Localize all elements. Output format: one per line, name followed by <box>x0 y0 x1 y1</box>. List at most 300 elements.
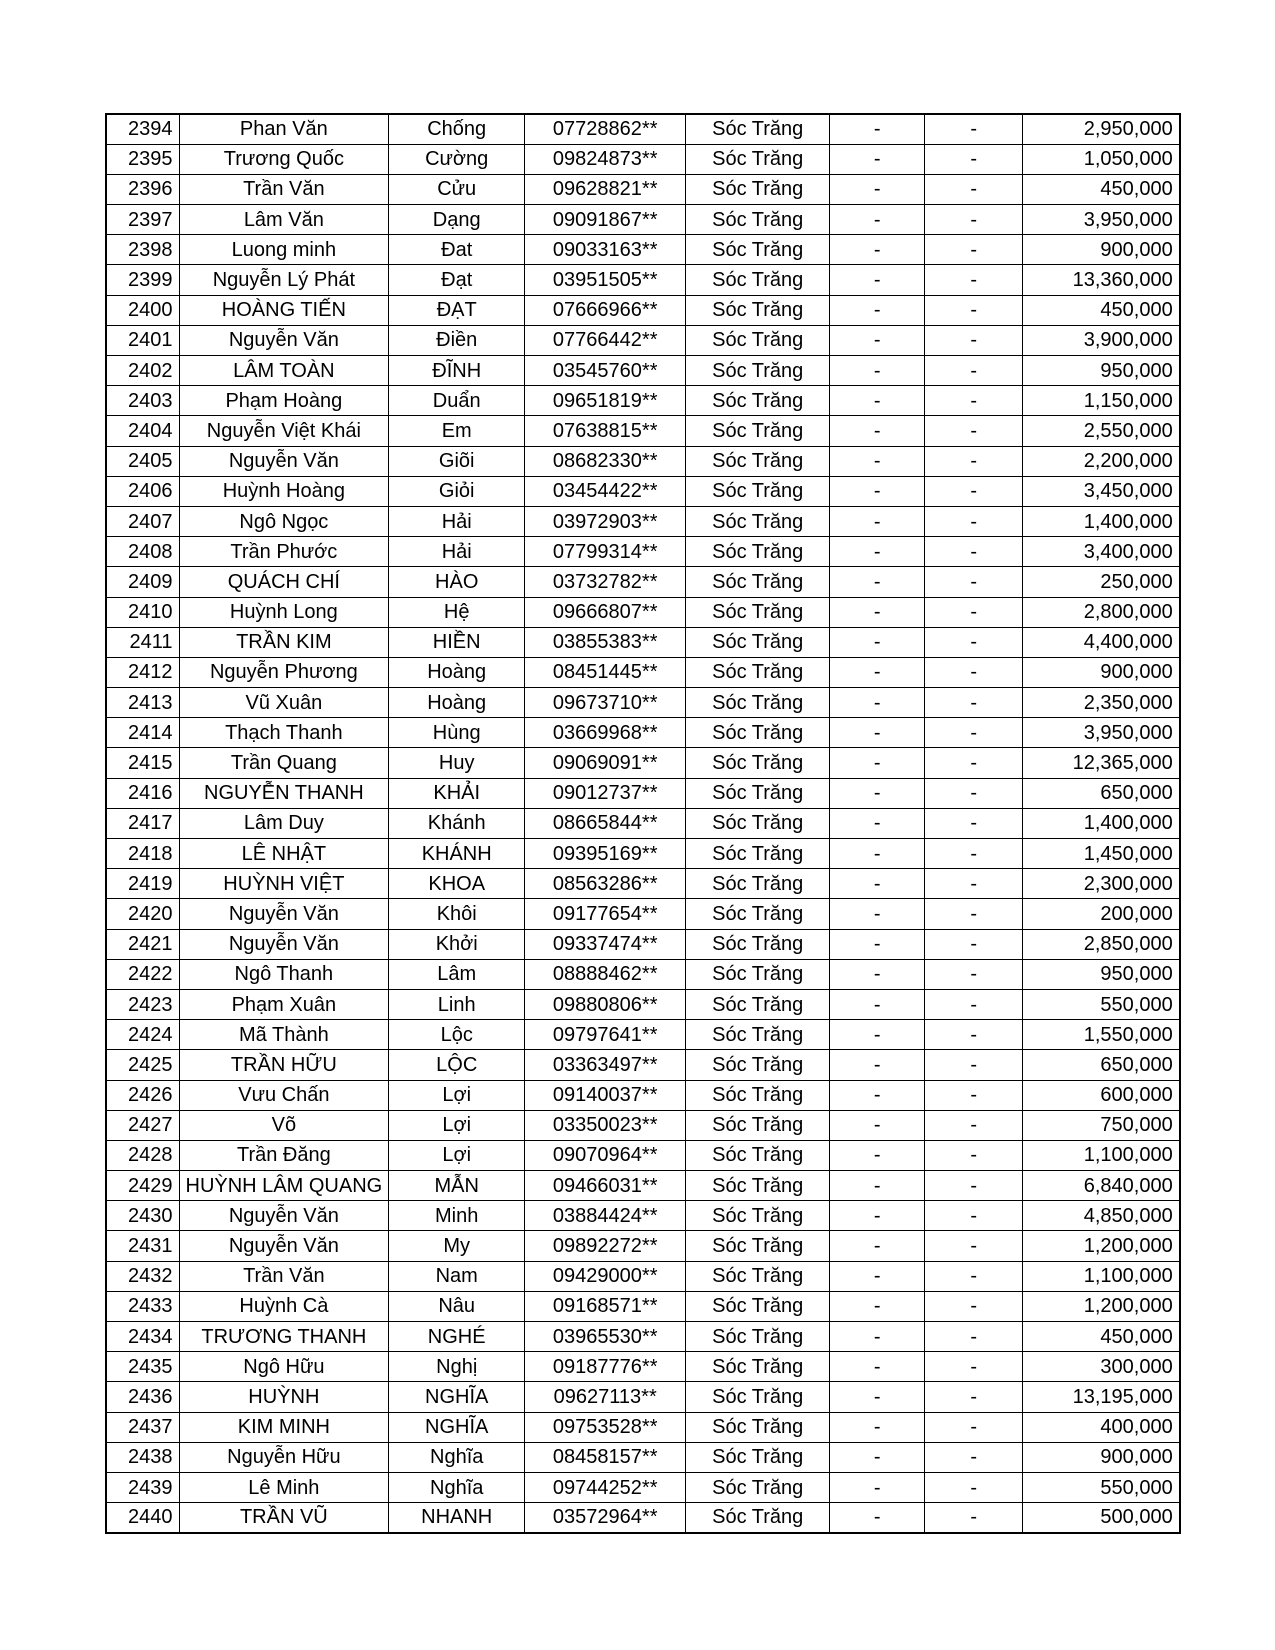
phone-number-cell: 09651819** <box>525 386 686 416</box>
province-cell: Sóc Trăng <box>686 356 830 386</box>
family-name-cell: Vưu Chấn <box>179 1080 389 1110</box>
row-number-cell: 2433 <box>106 1291 179 1321</box>
family-name-cell: Trần Phước <box>179 537 389 567</box>
dash-col-1-cell: - <box>830 1382 925 1412</box>
dash-col-1-cell: - <box>830 1322 925 1352</box>
phone-number-cell: 09797641** <box>525 1020 686 1050</box>
dash-col-2-cell: - <box>925 597 1023 627</box>
family-name-cell: HUỲNH <box>179 1382 389 1412</box>
phone-number-cell: 09187776** <box>525 1352 686 1382</box>
dash-col-2-cell: - <box>925 748 1023 778</box>
phone-number-cell: 09673710** <box>525 688 686 718</box>
given-name-cell: Khánh <box>389 808 525 838</box>
table-row <box>106 114 1180 144</box>
family-name-cell: NGUYỄN THANH <box>179 778 389 808</box>
table-row <box>106 1412 1180 1442</box>
amount-cell: 2,800,000 <box>1023 597 1180 627</box>
row-number-cell: 2408 <box>106 537 179 567</box>
dash-col-1-cell: - <box>830 597 925 627</box>
amount-cell: 450,000 <box>1023 1322 1180 1352</box>
table-row <box>106 718 1180 748</box>
given-name-cell: HÀO <box>389 567 525 597</box>
row-number-cell: 2439 <box>106 1472 179 1502</box>
amount-cell: 4,850,000 <box>1023 1201 1180 1231</box>
given-name-cell: Minh <box>389 1201 525 1231</box>
dash-col-2-cell: - <box>925 989 1023 1019</box>
phone-number-cell: 03454422** <box>525 476 686 506</box>
given-name-cell: Chống <box>389 114 525 144</box>
province-cell: Sóc Trăng <box>686 839 830 869</box>
dash-col-2-cell: - <box>925 235 1023 265</box>
row-number-cell: 2399 <box>106 265 179 295</box>
amount-cell: 1,400,000 <box>1023 808 1180 838</box>
given-name-cell: Hoàng <box>389 688 525 718</box>
family-name-cell: HOÀNG TIẾN <box>179 295 389 325</box>
phone-number-cell: 09666807** <box>525 597 686 627</box>
dash-col-1-cell: - <box>830 627 925 657</box>
phone-number-cell: 03669968** <box>525 718 686 748</box>
table-row <box>106 657 1180 687</box>
family-name-cell: QUÁCH CHÍ <box>179 567 389 597</box>
given-name-cell: Lộc <box>389 1020 525 1050</box>
phone-number-cell: 09627113** <box>525 1382 686 1412</box>
family-name-cell: LÂM TOÀN <box>179 356 389 386</box>
province-cell: Sóc Trăng <box>686 537 830 567</box>
dash-col-2-cell: - <box>925 808 1023 838</box>
table-row <box>106 1140 1180 1170</box>
given-name-cell: Em <box>389 416 525 446</box>
dash-col-1-cell: - <box>830 114 925 144</box>
family-name-cell: Ngô Ngọc <box>179 506 389 536</box>
table-row <box>106 205 1180 235</box>
dash-col-1-cell: - <box>830 416 925 446</box>
amount-cell: 750,000 <box>1023 1110 1180 1140</box>
dash-col-2-cell: - <box>925 657 1023 687</box>
table-row <box>106 1080 1180 1110</box>
province-cell: Sóc Trăng <box>686 718 830 748</box>
family-name-cell: LÊ NHẬT <box>179 839 389 869</box>
dash-col-1-cell: - <box>830 1352 925 1382</box>
dash-col-2-cell: - <box>925 446 1023 476</box>
family-name-cell: Trần Quang <box>179 748 389 778</box>
phone-number-cell: 09070964** <box>525 1140 686 1170</box>
province-cell: Sóc Trăng <box>686 1503 830 1533</box>
given-name-cell: KHẢI <box>389 778 525 808</box>
dash-col-2-cell: - <box>925 1352 1023 1382</box>
dash-col-2-cell: - <box>925 1140 1023 1170</box>
phone-number-cell: 08451445** <box>525 657 686 687</box>
row-number-cell: 2429 <box>106 1171 179 1201</box>
given-name-cell: Cửu <box>389 174 525 204</box>
province-cell: Sóc Trăng <box>686 144 830 174</box>
dash-col-2-cell: - <box>925 1110 1023 1140</box>
given-name-cell: Huy <box>389 748 525 778</box>
province-cell: Sóc Trăng <box>686 899 830 929</box>
dash-col-2-cell: - <box>925 718 1023 748</box>
province-cell: Sóc Trăng <box>686 1020 830 1050</box>
row-number-cell: 2402 <box>106 356 179 386</box>
province-cell: Sóc Trăng <box>686 235 830 265</box>
dash-col-1-cell: - <box>830 1442 925 1472</box>
amount-cell: 1,450,000 <box>1023 839 1180 869</box>
province-cell: Sóc Trăng <box>686 295 830 325</box>
given-name-cell: Hệ <box>389 597 525 627</box>
dash-col-2-cell: - <box>925 959 1023 989</box>
province-cell: Sóc Trăng <box>686 597 830 627</box>
given-name-cell: Lợi <box>389 1110 525 1140</box>
table-row <box>106 627 1180 657</box>
dash-col-1-cell: - <box>830 1140 925 1170</box>
dash-col-2-cell: - <box>925 1291 1023 1321</box>
province-cell: Sóc Trăng <box>686 386 830 416</box>
given-name-cell: Giõi <box>389 446 525 476</box>
row-number-cell: 2405 <box>106 446 179 476</box>
amount-cell: 3,450,000 <box>1023 476 1180 506</box>
given-name-cell: Nghĩa <box>389 1442 525 1472</box>
table-row <box>106 356 1180 386</box>
phone-number-cell: 03350023** <box>525 1110 686 1140</box>
amount-cell: 1,050,000 <box>1023 144 1180 174</box>
row-number-cell: 2401 <box>106 325 179 355</box>
family-name-cell: Nguyễn Văn <box>179 929 389 959</box>
row-number-cell: 2423 <box>106 989 179 1019</box>
family-name-cell: Nguyễn Hữu <box>179 1442 389 1472</box>
amount-cell: 550,000 <box>1023 989 1180 1019</box>
dash-col-1-cell: - <box>830 1050 925 1080</box>
row-number-cell: 2435 <box>106 1352 179 1382</box>
given-name-cell: My <box>389 1231 525 1261</box>
dash-col-1-cell: - <box>830 1291 925 1321</box>
row-number-cell: 2406 <box>106 476 179 506</box>
row-number-cell: 2407 <box>106 506 179 536</box>
dash-col-2-cell: - <box>925 1050 1023 1080</box>
amount-cell: 2,350,000 <box>1023 688 1180 718</box>
dash-col-2-cell: - <box>925 356 1023 386</box>
table-row <box>106 1020 1180 1050</box>
phone-number-cell: 03965530** <box>525 1322 686 1352</box>
dash-col-1-cell: - <box>830 235 925 265</box>
amount-cell: 1,400,000 <box>1023 506 1180 536</box>
dash-col-1-cell: - <box>830 144 925 174</box>
family-name-cell: Ngô Thanh <box>179 959 389 989</box>
table-body <box>106 114 1180 1533</box>
given-name-cell: NGHÉ <box>389 1322 525 1352</box>
table-row <box>106 1322 1180 1352</box>
given-name-cell: Lâm <box>389 959 525 989</box>
row-number-cell: 2400 <box>106 295 179 325</box>
phone-number-cell: 03545760** <box>525 356 686 386</box>
table-row <box>106 1382 1180 1412</box>
table-row <box>106 959 1180 989</box>
phone-number-cell: 09892272** <box>525 1231 686 1261</box>
given-name-cell: Đat <box>389 235 525 265</box>
family-name-cell: Trương Quốc <box>179 144 389 174</box>
dash-col-1-cell: - <box>830 1472 925 1502</box>
table-row <box>106 597 1180 627</box>
family-name-cell: Phạm Hoàng <box>179 386 389 416</box>
province-cell: Sóc Trăng <box>686 1322 830 1352</box>
phone-number-cell: 09012737** <box>525 778 686 808</box>
dash-col-2-cell: - <box>925 1472 1023 1502</box>
given-name-cell: LỘC <box>389 1050 525 1080</box>
amount-cell: 1,150,000 <box>1023 386 1180 416</box>
province-cell: Sóc Trăng <box>686 174 830 204</box>
row-number-cell: 2418 <box>106 839 179 869</box>
given-name-cell: Duẩn <box>389 386 525 416</box>
dash-col-1-cell: - <box>830 1261 925 1291</box>
amount-cell: 550,000 <box>1023 1472 1180 1502</box>
dash-col-2-cell: - <box>925 869 1023 899</box>
dash-col-1-cell: - <box>830 205 925 235</box>
amount-cell: 300,000 <box>1023 1352 1180 1382</box>
given-name-cell: Hải <box>389 506 525 536</box>
province-cell: Sóc Trăng <box>686 1110 830 1140</box>
given-name-cell: ĐĨNH <box>389 356 525 386</box>
dash-col-2-cell: - <box>925 295 1023 325</box>
given-name-cell: Hoàng <box>389 657 525 687</box>
table-row <box>106 386 1180 416</box>
amount-cell: 1,200,000 <box>1023 1231 1180 1261</box>
dash-col-1-cell: - <box>830 506 925 536</box>
family-name-cell: Võ <box>179 1110 389 1140</box>
province-cell: Sóc Trăng <box>686 1171 830 1201</box>
phone-number-cell: 09744252** <box>525 1472 686 1502</box>
table-row <box>106 325 1180 355</box>
dash-col-1-cell: - <box>830 1171 925 1201</box>
province-cell: Sóc Trăng <box>686 205 830 235</box>
province-cell: Sóc Trăng <box>686 959 830 989</box>
amount-cell: 250,000 <box>1023 567 1180 597</box>
given-name-cell: Đạt <box>389 265 525 295</box>
row-number-cell: 2415 <box>106 748 179 778</box>
given-name-cell: Linh <box>389 989 525 1019</box>
table-row <box>106 1472 1180 1502</box>
row-number-cell: 2430 <box>106 1201 179 1231</box>
province-cell: Sóc Trăng <box>686 416 830 446</box>
table-row <box>106 265 1180 295</box>
given-name-cell: HIỀN <box>389 627 525 657</box>
given-name-cell: Điền <box>389 325 525 355</box>
row-number-cell: 2404 <box>106 416 179 446</box>
dash-col-1-cell: - <box>830 265 925 295</box>
amount-cell: 3,950,000 <box>1023 205 1180 235</box>
table-row <box>106 1503 1180 1533</box>
given-name-cell: Dạng <box>389 205 525 235</box>
family-name-cell: Huỳnh Cà <box>179 1291 389 1321</box>
table-row <box>106 416 1180 446</box>
family-name-cell: Nguyễn Văn <box>179 446 389 476</box>
family-name-cell: Nguyễn Văn <box>179 1201 389 1231</box>
given-name-cell: Cường <box>389 144 525 174</box>
dash-col-2-cell: - <box>925 899 1023 929</box>
dash-col-2-cell: - <box>925 325 1023 355</box>
dash-col-2-cell: - <box>925 1171 1023 1201</box>
amount-cell: 1,200,000 <box>1023 1291 1180 1321</box>
province-cell: Sóc Trăng <box>686 778 830 808</box>
data-table <box>105 113 1181 1534</box>
province-cell: Sóc Trăng <box>686 1201 830 1231</box>
phone-number-cell: 09466031** <box>525 1171 686 1201</box>
given-name-cell: Nghị <box>389 1352 525 1382</box>
dash-col-1-cell: - <box>830 386 925 416</box>
family-name-cell: Nguyễn Văn <box>179 1231 389 1261</box>
table-row <box>106 989 1180 1019</box>
dash-col-1-cell: - <box>830 778 925 808</box>
amount-cell: 950,000 <box>1023 959 1180 989</box>
phone-number-cell: 03972903** <box>525 506 686 536</box>
province-cell: Sóc Trăng <box>686 446 830 476</box>
given-name-cell: Hùng <box>389 718 525 748</box>
row-number-cell: 2419 <box>106 869 179 899</box>
table-row <box>106 506 1180 536</box>
family-name-cell: HUỲNH LÂM QUANG <box>179 1171 389 1201</box>
amount-cell: 500,000 <box>1023 1503 1180 1533</box>
phone-number-cell: 07766442** <box>525 325 686 355</box>
table-row <box>106 1352 1180 1382</box>
table-row <box>106 839 1180 869</box>
phone-number-cell: 09628821** <box>525 174 686 204</box>
dash-col-1-cell: - <box>830 476 925 506</box>
table-row <box>106 235 1180 265</box>
family-name-cell: HUỲNH VIỆT <box>179 869 389 899</box>
given-name-cell: Lợi <box>389 1080 525 1110</box>
table-row <box>106 537 1180 567</box>
given-name-cell: NGHĨA <box>389 1412 525 1442</box>
amount-cell: 2,950,000 <box>1023 114 1180 144</box>
phone-number-cell: 03884424** <box>525 1201 686 1231</box>
dash-col-2-cell: - <box>925 416 1023 446</box>
amount-cell: 12,365,000 <box>1023 748 1180 778</box>
family-name-cell: Trần Đăng <box>179 1140 389 1170</box>
row-number-cell: 2395 <box>106 144 179 174</box>
phone-number-cell: 03572964** <box>525 1503 686 1533</box>
table-row <box>106 1201 1180 1231</box>
phone-number-cell: 03855383** <box>525 627 686 657</box>
dash-col-2-cell: - <box>925 537 1023 567</box>
given-name-cell: NGHĨA <box>389 1382 525 1412</box>
amount-cell: 900,000 <box>1023 235 1180 265</box>
row-number-cell: 2426 <box>106 1080 179 1110</box>
phone-number-cell: 09337474** <box>525 929 686 959</box>
province-cell: Sóc Trăng <box>686 1412 830 1442</box>
amount-cell: 6,840,000 <box>1023 1171 1180 1201</box>
row-number-cell: 2413 <box>106 688 179 718</box>
amount-cell: 900,000 <box>1023 1442 1180 1472</box>
province-cell: Sóc Trăng <box>686 748 830 778</box>
phone-number-cell: 09880806** <box>525 989 686 1019</box>
dash-col-2-cell: - <box>925 1412 1023 1442</box>
table-row <box>106 1291 1180 1321</box>
dash-col-2-cell: - <box>925 1382 1023 1412</box>
family-name-cell: TRƯƠNG THANH <box>179 1322 389 1352</box>
family-name-cell: Nguyễn Văn <box>179 899 389 929</box>
dash-col-2-cell: - <box>925 205 1023 235</box>
dash-col-2-cell: - <box>925 1231 1023 1261</box>
amount-cell: 400,000 <box>1023 1412 1180 1442</box>
province-cell: Sóc Trăng <box>686 808 830 838</box>
row-number-cell: 2398 <box>106 235 179 265</box>
table-row <box>106 567 1180 597</box>
province-cell: Sóc Trăng <box>686 869 830 899</box>
dash-col-2-cell: - <box>925 476 1023 506</box>
row-number-cell: 2432 <box>106 1261 179 1291</box>
dash-col-1-cell: - <box>830 1020 925 1050</box>
family-name-cell: Phạm Xuân <box>179 989 389 1019</box>
dash-col-2-cell: - <box>925 1442 1023 1472</box>
dash-col-1-cell: - <box>830 295 925 325</box>
given-name-cell: MẪN <box>389 1171 525 1201</box>
given-name-cell: Nam <box>389 1261 525 1291</box>
family-name-cell: TRẦN KIM <box>179 627 389 657</box>
province-cell: Sóc Trăng <box>686 1261 830 1291</box>
amount-cell: 650,000 <box>1023 778 1180 808</box>
table-row <box>106 1442 1180 1472</box>
province-cell: Sóc Trăng <box>686 325 830 355</box>
dash-col-1-cell: - <box>830 174 925 204</box>
row-number-cell: 2420 <box>106 899 179 929</box>
row-number-cell: 2396 <box>106 174 179 204</box>
table-row <box>106 929 1180 959</box>
dash-col-1-cell: - <box>830 748 925 778</box>
phone-number-cell: 03732782** <box>525 567 686 597</box>
province-cell: Sóc Trăng <box>686 1291 830 1321</box>
table-row <box>106 446 1180 476</box>
amount-cell: 900,000 <box>1023 657 1180 687</box>
phone-number-cell: 09429000** <box>525 1261 686 1291</box>
dash-col-2-cell: - <box>925 144 1023 174</box>
family-name-cell: Luong minh <box>179 235 389 265</box>
row-number-cell: 2397 <box>106 205 179 235</box>
dash-col-1-cell: - <box>830 1110 925 1140</box>
province-cell: Sóc Trăng <box>686 1231 830 1261</box>
family-name-cell: Lê Minh <box>179 1472 389 1502</box>
dash-col-2-cell: - <box>925 1322 1023 1352</box>
dash-col-1-cell: - <box>830 869 925 899</box>
amount-cell: 2,850,000 <box>1023 929 1180 959</box>
amount-cell: 200,000 <box>1023 899 1180 929</box>
row-number-cell: 2410 <box>106 597 179 627</box>
row-number-cell: 2416 <box>106 778 179 808</box>
family-name-cell: Lâm Văn <box>179 205 389 235</box>
family-name-cell: Nguyễn Văn <box>179 325 389 355</box>
table-row <box>106 174 1180 204</box>
phone-number-cell: 08888462** <box>525 959 686 989</box>
province-cell: Sóc Trăng <box>686 1442 830 1472</box>
dash-col-2-cell: - <box>925 265 1023 295</box>
phone-number-cell: 09140037** <box>525 1080 686 1110</box>
amount-cell: 3,900,000 <box>1023 325 1180 355</box>
province-cell: Sóc Trăng <box>686 114 830 144</box>
family-name-cell: Vũ Xuân <box>179 688 389 718</box>
row-number-cell: 2412 <box>106 657 179 687</box>
amount-cell: 1,550,000 <box>1023 1020 1180 1050</box>
table-row <box>106 899 1180 929</box>
table-row <box>106 295 1180 325</box>
family-name-cell: Thạch Thanh <box>179 718 389 748</box>
dash-col-1-cell: - <box>830 356 925 386</box>
amount-cell: 1,100,000 <box>1023 1140 1180 1170</box>
amount-cell: 3,400,000 <box>1023 537 1180 567</box>
family-name-cell: Nguyễn Phương <box>179 657 389 687</box>
dash-col-1-cell: - <box>830 1080 925 1110</box>
row-number-cell: 2424 <box>106 1020 179 1050</box>
province-cell: Sóc Trăng <box>686 1352 830 1382</box>
family-name-cell: KIM MINH <box>179 1412 389 1442</box>
dash-col-1-cell: - <box>830 808 925 838</box>
row-number-cell: 2409 <box>106 567 179 597</box>
province-cell: Sóc Trăng <box>686 1472 830 1502</box>
phone-number-cell: 07666966** <box>525 295 686 325</box>
